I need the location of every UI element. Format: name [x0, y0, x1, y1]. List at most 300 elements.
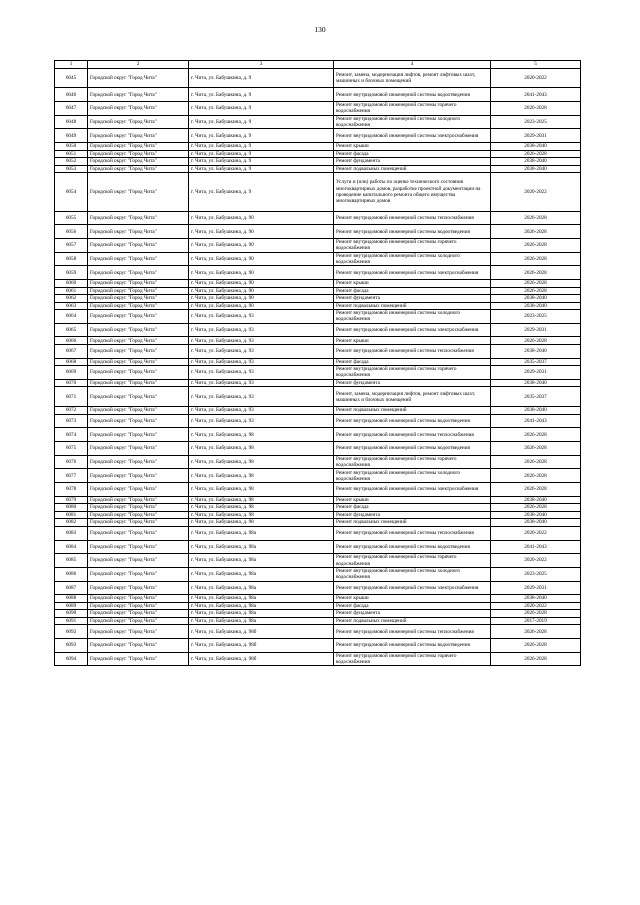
table-row — [55, 504, 581, 512]
row-number-cell: 6090 — [55, 610, 88, 618]
table-row — [55, 150, 581, 158]
row-number-cell: 6072 — [55, 407, 88, 415]
column-header: 3 — [189, 61, 334, 69]
address-cell: г. Чита, ул. Бабушкина, д. 93 — [189, 379, 334, 387]
address-cell: г. Чита, ул. Бабушкина, д. 9 — [189, 158, 334, 166]
district-cell: Городской округ "Город Чита" — [88, 165, 189, 173]
work-type-cell: Ремонт внутридомовой инженерной системы теплоснабжения — [334, 344, 491, 358]
district-cell: Городской округ "Город Чита" — [88, 225, 189, 239]
district-cell: Городской округ "Город Чита" — [88, 88, 189, 102]
row-number-cell: 6075 — [55, 442, 88, 456]
address-cell: г. Чита, ул. Бабушкина, д. 98 — [189, 469, 334, 483]
period-cell: 2029-2031 — [491, 323, 581, 337]
table-row — [55, 310, 581, 324]
period-cell: 2026-2028 — [491, 469, 581, 483]
district-cell: Городской округ "Город Чита" — [88, 323, 189, 337]
district-cell: Городской округ "Город Чита" — [88, 455, 189, 469]
address-cell: г. Чита, ул. Бабушкина, д. 98 — [189, 483, 334, 497]
work-type-cell: Ремонт внутридомовой инженерной системы горячего водоснабжения — [334, 366, 491, 380]
table-row — [55, 280, 581, 288]
work-type-cell: Ремонт внутридомовой инженерной системы горячего водоснабжения — [334, 102, 491, 116]
table-row — [55, 68, 581, 88]
district-cell: Городской округ "Город Чита" — [88, 638, 189, 652]
period-cell: 2026-2028 — [491, 225, 581, 239]
table-row — [55, 337, 581, 345]
table-row — [55, 540, 581, 554]
period-cell: 2020-2022 — [491, 526, 581, 540]
work-type-cell: Ремонт внутридомовой инженерной системы водоотведения — [334, 540, 491, 554]
period-cell: 2035-2037 — [491, 387, 581, 407]
district-cell: Городской округ "Город Чита" — [88, 115, 189, 129]
work-type-cell: Ремонт внутридомовой инженерной системы холодного водоснабжения — [334, 567, 491, 581]
district-cell: Городской округ "Город Чита" — [88, 337, 189, 345]
work-type-cell: Ремонт фундамента — [334, 158, 491, 166]
work-type-cell: Ремонт внутридомовой инженерной системы электроснабжения — [334, 129, 491, 143]
row-number-cell: 6064 — [55, 310, 88, 324]
district-cell: Городской округ "Город Чита" — [88, 379, 189, 387]
district-cell: Городской округ "Город Чита" — [88, 617, 189, 625]
work-type-cell: Ремонт фасада — [334, 150, 491, 158]
address-cell: г. Чита, ул. Бабушкина, д. 9 — [189, 143, 334, 151]
repair-schedule-table — [54, 60, 581, 666]
period-cell: 2029-2031 — [491, 129, 581, 143]
table-row — [55, 455, 581, 469]
district-cell: Городской округ "Город Чита" — [88, 129, 189, 143]
work-type-cell: Ремонт фасада — [334, 358, 491, 366]
work-type-cell: Ремонт внутридомовой инженерной системы электроснабжения — [334, 266, 491, 280]
row-number-cell: 6091 — [55, 617, 88, 625]
work-type-cell: Ремонт внутридомовой инженерной системы холодного водоснабжения — [334, 310, 491, 324]
district-cell: Городской округ "Город Чита" — [88, 366, 189, 380]
district-cell: Городской округ "Город Чита" — [88, 252, 189, 266]
table-row — [55, 442, 581, 456]
district-cell: Городской округ "Город Чита" — [88, 344, 189, 358]
table-row — [55, 129, 581, 143]
district-cell: Городской округ "Город Чита" — [88, 295, 189, 303]
work-type-cell: Ремонт крыши — [334, 280, 491, 288]
work-type-cell: Ремонт, замена, модернизация лифтов, ремонт лифтовых шахт, машинных и блочных помещений — [334, 68, 491, 88]
period-cell: 2029-2031 — [491, 581, 581, 595]
row-number-cell: 6062 — [55, 295, 88, 303]
column-header: 1 — [55, 61, 88, 69]
address-cell: г. Чита, ул. Бабушкина, д. 90 — [189, 295, 334, 303]
table-row — [55, 595, 581, 603]
address-cell: г. Чита, ул. Бабушкина, д. 93 — [189, 387, 334, 407]
period-cell: 2026-2028 — [491, 252, 581, 266]
table-row — [55, 526, 581, 540]
row-number-cell: 6081 — [55, 511, 88, 519]
table-row — [55, 211, 581, 225]
row-number-cell: 6089 — [55, 602, 88, 610]
district-cell: Городской округ "Город Чита" — [88, 102, 189, 116]
district-cell: Городской округ "Город Чита" — [88, 554, 189, 568]
work-type-cell: Ремонт подвальных помещений — [334, 519, 491, 527]
row-number-cell: 6061 — [55, 287, 88, 295]
row-number-cell: 6067 — [55, 344, 88, 358]
row-number-cell: 6068 — [55, 358, 88, 366]
table-row — [55, 287, 581, 295]
district-cell: Городской округ "Город Чита" — [88, 504, 189, 512]
address-cell: г. Чита, ул. Бабушкина, д. 98 — [189, 519, 334, 527]
work-type-cell: Ремонт внутридомовой инженерной системы водоотведения — [334, 225, 491, 239]
period-cell: 2020-2022 — [491, 602, 581, 610]
work-type-cell: Ремонт фундамента — [334, 610, 491, 618]
work-type-cell: Ремонт внутридомовой инженерной системы холодного водоснабжения — [334, 115, 491, 129]
address-cell: г. Чита, ул. Бабушкина, д. 9 — [189, 115, 334, 129]
table-row — [55, 610, 581, 618]
address-cell: г. Чита, ул. Бабушкина, д. 98 — [189, 442, 334, 456]
period-cell: 2026-2028 — [491, 150, 581, 158]
address-cell: г. Чита, ул. Бабушкина, д. 90 — [189, 239, 334, 253]
address-cell: г. Чита, ул. Бабушкина, д. 93 — [189, 323, 334, 337]
table-row — [55, 567, 581, 581]
district-cell: Городской округ "Город Чита" — [88, 173, 189, 212]
table-row — [55, 428, 581, 442]
work-type-cell: Ремонт внутридомовой инженерной системы холодного водоснабжения — [334, 252, 491, 266]
table-row — [55, 344, 581, 358]
row-number-cell: 6076 — [55, 455, 88, 469]
address-cell: г. Чита, ул. Бабушкина, д. 90 — [189, 280, 334, 288]
work-type-cell: Ремонт внутридомовой инженерной системы теплоснабжения — [334, 428, 491, 442]
address-cell: г. Чита, ул. Бабушкина, д. 98а — [189, 617, 334, 625]
row-number-cell: 6088 — [55, 595, 88, 603]
page-number: 130 — [314, 25, 326, 34]
address-cell: г. Чита, ул. Бабушкина, д. 9 — [189, 129, 334, 143]
address-cell: г. Чита, ул. Бабушкина, д. 9 — [189, 102, 334, 116]
period-cell: 2026-2028 — [491, 102, 581, 116]
work-type-cell: Ремонт внутридомовой инженерной системы теплоснабжения — [334, 526, 491, 540]
table-row — [55, 158, 581, 166]
period-cell: 2038-2040 — [491, 143, 581, 151]
work-type-cell: Ремонт фундамента — [334, 295, 491, 303]
table-body — [55, 61, 581, 666]
row-number-cell: 6047 — [55, 102, 88, 116]
row-number-cell: 6063 — [55, 302, 88, 310]
work-type-cell: Ремонт внутридомовой инженерной системы теплоснабжения — [334, 625, 491, 639]
table-row — [55, 414, 581, 428]
table-row — [55, 115, 581, 129]
address-cell: г. Чита, ул. Бабушкина, д. 98 — [189, 455, 334, 469]
row-number-cell: 6049 — [55, 129, 88, 143]
period-cell: 2041-2043 — [491, 88, 581, 102]
work-type-cell: Ремонт внутридомовой инженерной системы горячего водоснабжения — [334, 239, 491, 253]
address-cell: г. Чита, ул. Бабушкина, д. 9 — [189, 173, 334, 212]
district-cell: Городской округ "Город Чита" — [88, 567, 189, 581]
district-cell: Городской округ "Город Чита" — [88, 414, 189, 428]
address-cell: г. Чита, ул. Бабушкина, д. 98а — [189, 602, 334, 610]
address-cell: г. Чита, ул. Бабушкина, д. 90 — [189, 302, 334, 310]
district-cell: Городской округ "Город Чита" — [88, 652, 189, 666]
period-cell: 2038-2040 — [491, 344, 581, 358]
period-cell: 2038-2040 — [491, 511, 581, 519]
period-cell: 2026-2028 — [491, 442, 581, 456]
district-cell: Городской округ "Город Чита" — [88, 581, 189, 595]
district-cell: Городской округ "Город Чита" — [88, 526, 189, 540]
address-cell: г. Чита, ул. Бабушкина, д. 93 — [189, 407, 334, 415]
column-header: 5 — [491, 61, 581, 69]
work-type-cell: Ремонт подвальных помещений — [334, 302, 491, 310]
work-type-cell: Ремонт крыши — [334, 496, 491, 504]
district-cell: Городской округ "Город Чита" — [88, 595, 189, 603]
row-number-cell: 6092 — [55, 625, 88, 639]
table-row — [55, 519, 581, 527]
column-header: 4 — [334, 61, 491, 69]
table-row — [55, 625, 581, 639]
period-cell: 2026-2028 — [491, 504, 581, 512]
row-number-cell: 6079 — [55, 496, 88, 504]
table-row — [55, 225, 581, 239]
work-type-cell: Услуги и (или) работы по оценке технического состояния многоквартирных домов, разработке проектной документации на проведение капитального ремонта общего имущества многоквартирных домов — [334, 173, 491, 212]
row-number-cell: 6070 — [55, 379, 88, 387]
period-cell: 2035-2037 — [491, 358, 581, 366]
row-number-cell: 6083 — [55, 526, 88, 540]
table-row — [55, 469, 581, 483]
table-row — [55, 266, 581, 280]
period-cell: 2026-2028 — [491, 280, 581, 288]
table-row — [55, 165, 581, 173]
district-cell: Городской округ "Город Чита" — [88, 68, 189, 88]
period-cell: 2026-2028 — [491, 638, 581, 652]
period-cell: 2026-2028 — [491, 483, 581, 497]
period-cell: 2026-2028 — [491, 428, 581, 442]
district-cell: Городской округ "Город Чита" — [88, 602, 189, 610]
address-cell: г. Чита, ул. Бабушкина, д. 98 — [189, 428, 334, 442]
work-type-cell: Ремонт внутридомовой инженерной системы холодного водоснабжения — [334, 469, 491, 483]
row-number-cell: 6094 — [55, 652, 88, 666]
table-row — [55, 173, 581, 212]
work-type-cell: Ремонт фасада — [334, 602, 491, 610]
row-number-cell: 6053 — [55, 165, 88, 173]
row-number-cell: 6052 — [55, 158, 88, 166]
period-cell: 2038-2040 — [491, 302, 581, 310]
district-cell: Городской округ "Город Чита" — [88, 287, 189, 295]
period-cell: 2023-2025 — [491, 567, 581, 581]
row-number-cell: 6060 — [55, 280, 88, 288]
period-cell: 2026-2028 — [491, 211, 581, 225]
district-cell: Городской округ "Город Чита" — [88, 239, 189, 253]
work-type-cell: Ремонт, замена, модернизация лифтов, ремонт лифтовых шахт, машинных и блочных помещений — [334, 387, 491, 407]
period-cell: 2026-2028 — [491, 455, 581, 469]
address-cell: г. Чита, ул. Бабушкина, д. 93 — [189, 337, 334, 345]
address-cell: г. Чита, ул. Бабушкина, д. 98 — [189, 511, 334, 519]
district-cell: Городской округ "Город Чита" — [88, 428, 189, 442]
address-cell: г. Чита, ул. Бабушкина, д. 98а — [189, 567, 334, 581]
period-cell: 2020-2022 — [491, 173, 581, 212]
address-cell: г. Чита, ул. Бабушкина, д. 9 — [189, 88, 334, 102]
row-number-cell: 6080 — [55, 504, 88, 512]
work-type-cell: Ремонт внутридомовой инженерной системы горячего водоснабжения — [334, 455, 491, 469]
period-cell: 2038-2040 — [491, 496, 581, 504]
table-row — [55, 387, 581, 407]
table-row — [55, 88, 581, 102]
table-row — [55, 302, 581, 310]
table-row — [55, 483, 581, 497]
address-cell: г. Чита, ул. Бабушкина, д. 93 — [189, 414, 334, 428]
work-type-cell: Ремонт фундамента — [334, 379, 491, 387]
period-cell: 2017-2019 — [491, 617, 581, 625]
period-cell: 2038-2040 — [491, 165, 581, 173]
district-cell: Городской округ "Город Чита" — [88, 519, 189, 527]
address-cell: г. Чита, ул. Бабушкина, д. 9 — [189, 165, 334, 173]
table-row — [55, 379, 581, 387]
work-type-cell: Ремонт фасада — [334, 287, 491, 295]
work-type-cell: Ремонт подвальных помещений — [334, 165, 491, 173]
address-cell: г. Чита, ул. Бабушкина, д. 98а — [189, 554, 334, 568]
address-cell: г. Чита, ул. Бабушкина, д. 98б — [189, 652, 334, 666]
work-type-cell: Ремонт фундамента — [334, 511, 491, 519]
row-number-cell: 6066 — [55, 337, 88, 345]
period-cell: 2023-2025 — [491, 310, 581, 324]
row-number-cell: 6054 — [55, 173, 88, 212]
address-cell: г. Чита, ул. Бабушкина, д. 98б — [189, 638, 334, 652]
district-cell: Городской округ "Город Чита" — [88, 407, 189, 415]
address-cell: г. Чита, ул. Бабушкина, д. 98а — [189, 610, 334, 618]
district-cell: Городской округ "Город Чита" — [88, 280, 189, 288]
period-cell: 2026-2028 — [491, 625, 581, 639]
table-row — [55, 554, 581, 568]
period-cell: 2038-2040 — [491, 295, 581, 303]
work-type-cell: Ремонт крыши — [334, 337, 491, 345]
district-cell: Городской округ "Город Чита" — [88, 387, 189, 407]
address-cell: г. Чита, ул. Бабушкина, д. 93 — [189, 310, 334, 324]
address-cell: г. Чита, ул. Бабушкина, д. 9 — [189, 150, 334, 158]
district-cell: Городской округ "Город Чита" — [88, 483, 189, 497]
work-type-cell: Ремонт внутридомовой инженерной системы электроснабжения — [334, 483, 491, 497]
row-number-cell: 6086 — [55, 567, 88, 581]
period-cell: 2026-2028 — [491, 239, 581, 253]
district-cell: Городской округ "Город Чита" — [88, 540, 189, 554]
district-cell: Городской округ "Город Чита" — [88, 625, 189, 639]
work-type-cell: Ремонт внутридомовой инженерной системы водоотведения — [334, 638, 491, 652]
row-number-cell: 6073 — [55, 414, 88, 428]
work-type-cell: Ремонт внутридомовой инженерной системы электроснабжения — [334, 581, 491, 595]
period-cell: 2029-2031 — [491, 366, 581, 380]
district-cell: Городской округ "Город Чита" — [88, 442, 189, 456]
table-header-row — [55, 61, 581, 69]
row-number-cell: 6078 — [55, 483, 88, 497]
row-number-cell: 6057 — [55, 239, 88, 253]
table-row — [55, 358, 581, 366]
table-row — [55, 617, 581, 625]
period-cell: 2026-2028 — [491, 266, 581, 280]
table-row — [55, 102, 581, 116]
district-cell: Городской округ "Город Чита" — [88, 266, 189, 280]
address-cell: г. Чита, ул. Бабушкина, д. 98 — [189, 496, 334, 504]
address-cell: г. Чита, ул. Бабушкина, д. 93 — [189, 358, 334, 366]
work-type-cell: Ремонт фасада — [334, 504, 491, 512]
row-number-cell: 6077 — [55, 469, 88, 483]
period-cell: 2026-2028 — [491, 287, 581, 295]
table-row — [55, 511, 581, 519]
period-cell: 2038-2040 — [491, 158, 581, 166]
district-cell: Городской округ "Город Чита" — [88, 469, 189, 483]
district-cell: Городской округ "Город Чита" — [88, 211, 189, 225]
row-number-cell: 6087 — [55, 581, 88, 595]
address-cell: г. Чита, ул. Бабушкина, д. 98б — [189, 625, 334, 639]
address-cell: г. Чита, ул. Бабушкина, д. 90 — [189, 252, 334, 266]
district-cell: Городской округ "Город Чита" — [88, 143, 189, 151]
table-row — [55, 496, 581, 504]
table-row — [55, 252, 581, 266]
address-cell: г. Чита, ул. Бабушкина, д. 93 — [189, 366, 334, 380]
row-number-cell: 6084 — [55, 540, 88, 554]
row-number-cell: 6050 — [55, 143, 88, 151]
work-type-cell: Ремонт подвальных помещений — [334, 617, 491, 625]
table-row — [55, 652, 581, 666]
row-number-cell: 6051 — [55, 150, 88, 158]
work-type-cell: Ремонт внутридомовой инженерной системы водоотведения — [334, 442, 491, 456]
district-cell: Городской округ "Город Чита" — [88, 150, 189, 158]
period-cell: 2038-2040 — [491, 595, 581, 603]
address-cell: г. Чита, ул. Бабушкина, д. 98а — [189, 526, 334, 540]
table-row — [55, 295, 581, 303]
address-cell: г. Чита, ул. Бабушкина, д. 90 — [189, 266, 334, 280]
table-row — [55, 366, 581, 380]
row-number-cell: 6069 — [55, 366, 88, 380]
row-number-cell: 6082 — [55, 519, 88, 527]
period-cell: 2020-2022 — [491, 554, 581, 568]
period-cell: 2038-2040 — [491, 407, 581, 415]
work-type-cell: Ремонт внутридомовой инженерной системы горячего водоснабжения — [334, 652, 491, 666]
period-cell: 2038-2040 — [491, 379, 581, 387]
address-cell: г. Чита, ул. Бабушкина, д. 98а — [189, 581, 334, 595]
address-cell: г. Чита, ул. Бабушкина, д. 9 — [189, 68, 334, 88]
row-number-cell: 6059 — [55, 266, 88, 280]
period-cell: 2026-2028 — [491, 610, 581, 618]
table-row — [55, 581, 581, 595]
district-cell: Городской округ "Город Чита" — [88, 310, 189, 324]
period-cell: 2041-2043 — [491, 414, 581, 428]
row-number-cell: 6074 — [55, 428, 88, 442]
row-number-cell: 6046 — [55, 88, 88, 102]
work-type-cell: Ремонт внутридомовой инженерной системы водоотведения — [334, 88, 491, 102]
table-row — [55, 638, 581, 652]
work-type-cell: Ремонт внутридомовой инженерной системы горячего водоснабжения — [334, 554, 491, 568]
district-cell: Городской округ "Город Чита" — [88, 302, 189, 310]
period-cell: 2026-2028 — [491, 652, 581, 666]
table-row — [55, 407, 581, 415]
work-type-cell: Ремонт крыши — [334, 595, 491, 603]
table-row — [55, 143, 581, 151]
address-cell: г. Чита, ул. Бабушкина, д. 93 — [189, 344, 334, 358]
column-header: 2 — [88, 61, 189, 69]
row-number-cell: 6056 — [55, 225, 88, 239]
district-cell: Городской округ "Город Чита" — [88, 358, 189, 366]
work-type-cell: Ремонт внутридомовой инженерной системы водоотведения — [334, 414, 491, 428]
work-type-cell: Ремонт внутридомовой инженерной системы электроснабжения — [334, 323, 491, 337]
address-cell: г. Чита, ул. Бабушкина, д. 98а — [189, 595, 334, 603]
row-number-cell: 6048 — [55, 115, 88, 129]
period-cell: 2026-2028 — [491, 337, 581, 345]
address-cell: г. Чита, ул. Бабушкина, д. 90 — [189, 211, 334, 225]
district-cell: Городской округ "Город Чита" — [88, 496, 189, 504]
period-cell: 2038-2040 — [491, 519, 581, 527]
table-row — [55, 323, 581, 337]
row-number-cell: 6085 — [55, 554, 88, 568]
row-number-cell: 6055 — [55, 211, 88, 225]
work-type-cell: Ремонт внутридомовой инженерной системы теплоснабжения — [334, 211, 491, 225]
table-row — [55, 239, 581, 253]
address-cell: г. Чита, ул. Бабушкина, д. 90 — [189, 225, 334, 239]
district-cell: Городской округ "Город Чита" — [88, 158, 189, 166]
address-cell: г. Чита, ул. Бабушкина, д. 90 — [189, 287, 334, 295]
row-number-cell: 6071 — [55, 387, 88, 407]
work-type-cell: Ремонт подвальных помещений — [334, 407, 491, 415]
district-cell: Городской округ "Город Чита" — [88, 511, 189, 519]
row-number-cell: 6065 — [55, 323, 88, 337]
row-number-cell: 6093 — [55, 638, 88, 652]
period-cell: 2023-2025 — [491, 115, 581, 129]
